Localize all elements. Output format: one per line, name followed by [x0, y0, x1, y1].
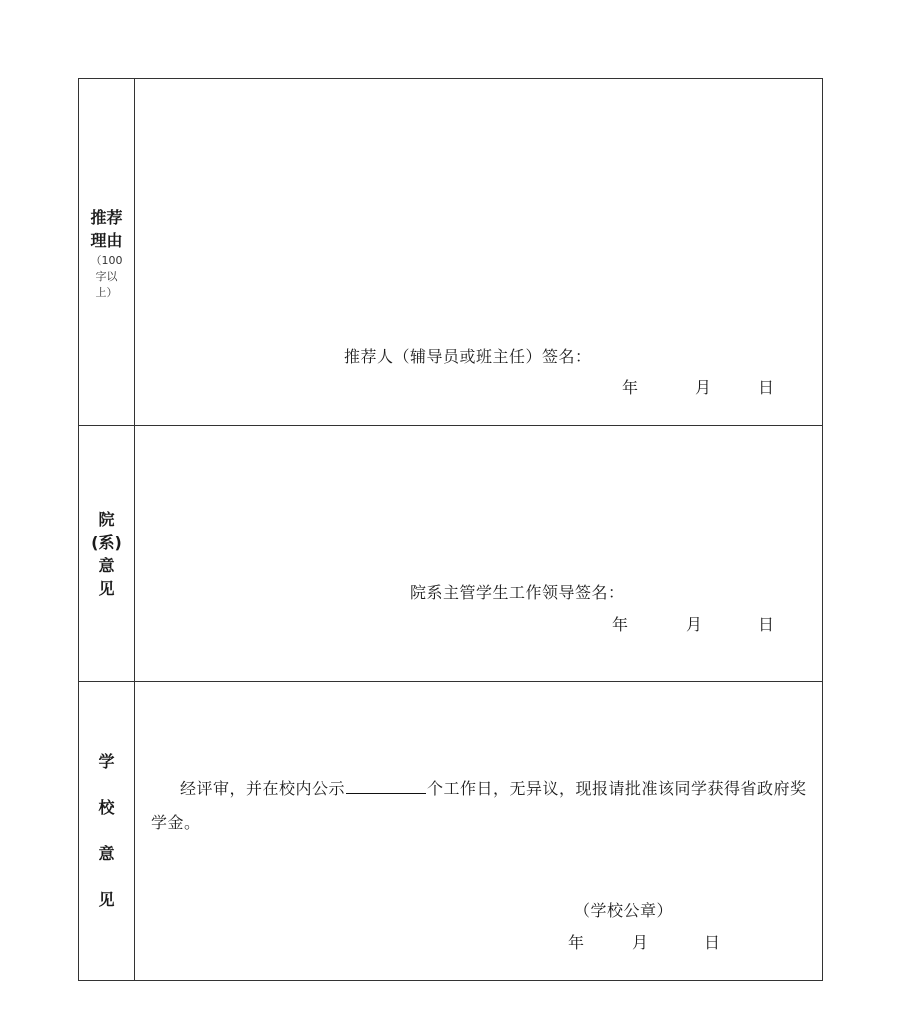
department-label-3: 意 — [98, 555, 115, 575]
school-label-4: 见 — [98, 890, 115, 909]
recommend-reason-content[interactable] — [135, 79, 822, 425]
recommend-date-month: 月 — [695, 378, 712, 397]
school-opinion-label-cell — [79, 682, 135, 980]
school-seal-label: （学校公章） — [574, 901, 674, 920]
school-label-1: 学 — [98, 752, 115, 771]
recommend-date-year: 年 — [622, 378, 639, 397]
recommend-note-line2: 字以 — [95, 269, 118, 283]
opinion-form-table — [78, 78, 823, 981]
school-opinion-row — [79, 682, 822, 980]
department-opinion-content[interactable] — [135, 426, 822, 681]
recommend-note-line3: 上） — [95, 285, 118, 299]
department-label-2: (系) — [91, 532, 122, 552]
recommend-reason-row — [79, 79, 822, 426]
school-date-year: 年 — [568, 933, 585, 952]
publicity-days-blank[interactable] — [346, 779, 426, 794]
recommend-date-day: 日 — [758, 378, 775, 397]
department-date-year: 年 — [612, 615, 629, 634]
recommend-label-note — [89, 253, 125, 301]
department-label-1: 院 — [98, 509, 115, 529]
statement-part2: 个工作日，无异议，现报请批准该同学获得省政府奖学金。 — [151, 779, 807, 832]
department-label-4: 见 — [98, 578, 115, 598]
recommend-label-line2: 理由 — [90, 230, 123, 250]
recommend-reason-label-cell — [79, 79, 135, 425]
department-opinion-row — [79, 426, 822, 682]
department-date-month: 月 — [686, 615, 703, 634]
recommender-signature-label: 推荐人（辅导员或班主任）签名： — [344, 347, 592, 366]
school-opinion-content[interactable] — [135, 682, 822, 980]
department-leader-signature-label: 院系主管学生工作领导签名： — [410, 583, 625, 602]
school-approval-statement — [151, 772, 816, 840]
department-date-day: 日 — [758, 615, 775, 634]
school-label-2: 校 — [98, 798, 115, 817]
school-label-3: 意 — [98, 844, 115, 863]
recommend-note-line1: （100 — [90, 253, 123, 267]
department-opinion-label-cell — [79, 426, 135, 681]
school-date-day: 日 — [704, 933, 721, 952]
statement-part1: 经评审，并在校内公示 — [180, 779, 346, 798]
school-date-month: 月 — [632, 933, 649, 952]
recommend-label-line1: 推荐 — [90, 207, 123, 227]
